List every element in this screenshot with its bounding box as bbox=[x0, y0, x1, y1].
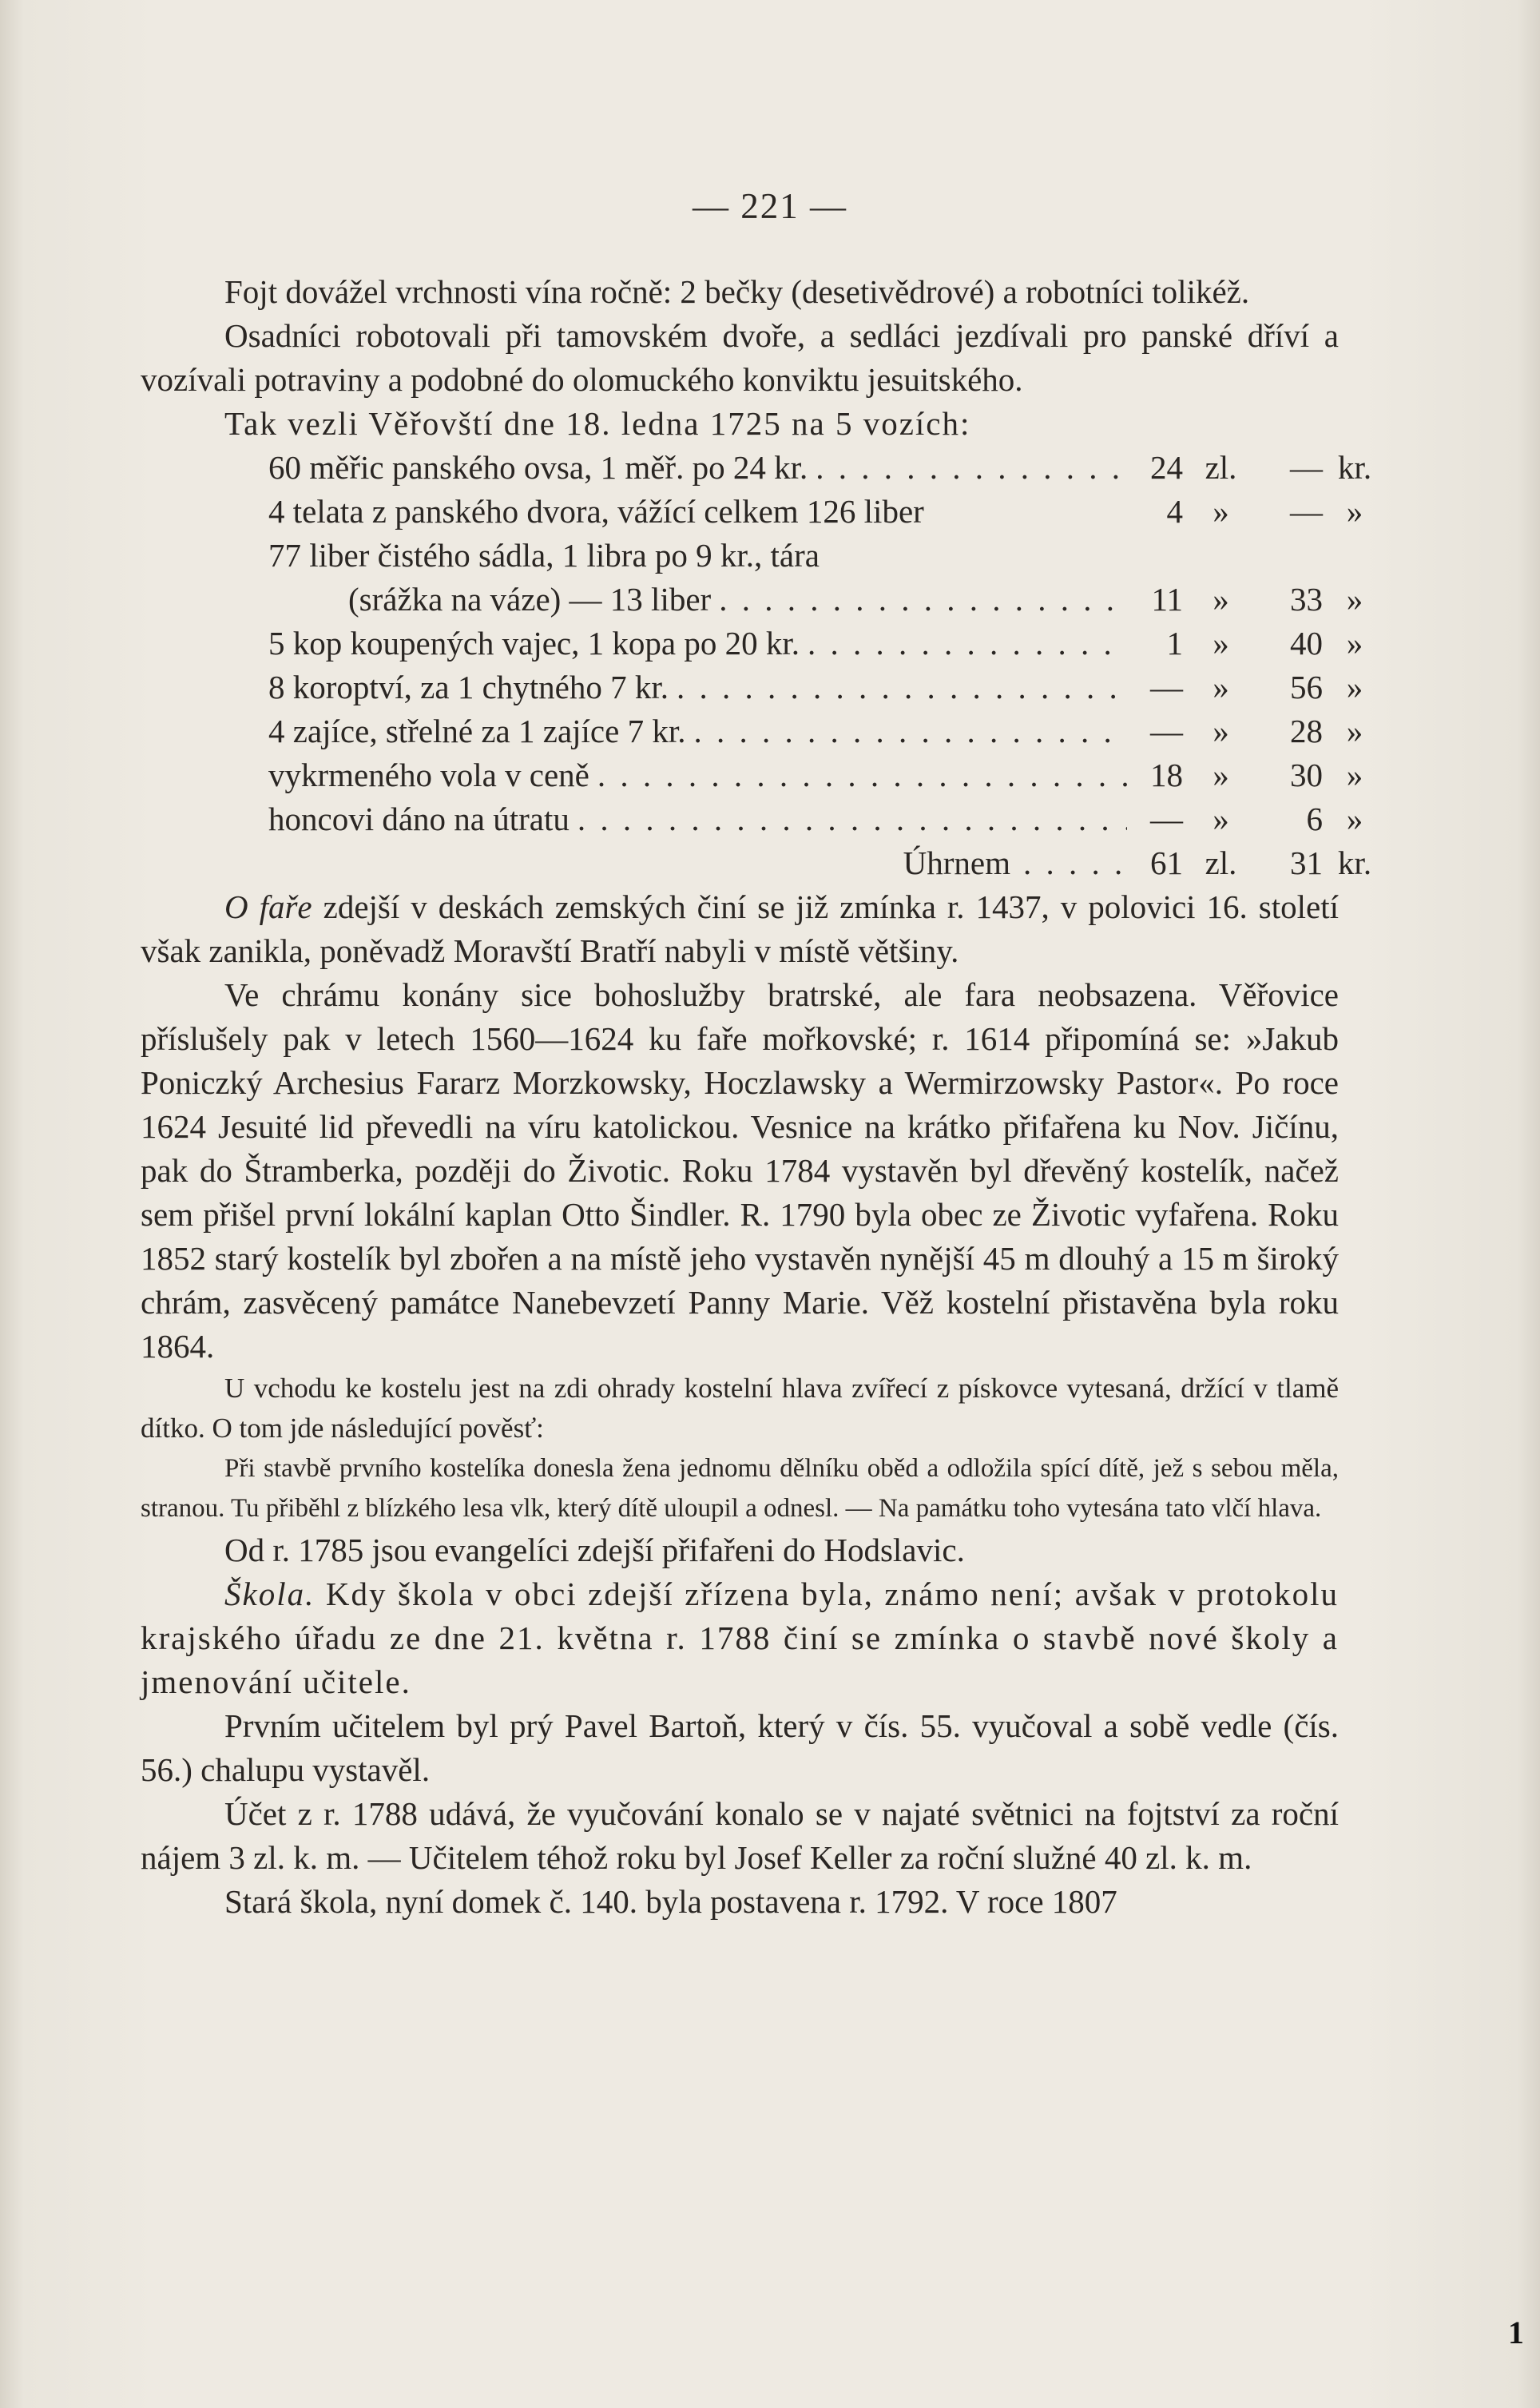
paragraph-povest: Při stavbě prvního kostelíka donesla žena jednomu dělníku oběd a odložila spící dítě, jež s sebou měla, stranou. Tu přiběhl z blízkého lesa vlk, který dítě uloupil a odnesl. — Na památku toho vytesána tato vlčí hlava. bbox=[141, 1454, 1339, 1523]
amount-kr: — bbox=[1290, 449, 1323, 486]
amount-zl: 18 bbox=[1150, 757, 1183, 793]
amount-kr: — bbox=[1290, 493, 1323, 530]
amount-kr-unit: » bbox=[1346, 625, 1363, 662]
amount-zl-unit: » bbox=[1213, 493, 1229, 530]
ledger-total-row bbox=[268, 841, 1387, 885]
ledger-amount bbox=[1127, 666, 1387, 709]
paragraph-stara-skola: Stará škola, nyní domek č. 140. byla postavena r. 1792. V roce 1807 bbox=[224, 1883, 1117, 1920]
ledger-desc: 60 měřic panského ovsa, 1 měř. po 24 kr. bbox=[268, 449, 808, 486]
leader-dots bbox=[1015, 841, 1127, 885]
amount-kr-unit: kr. bbox=[1337, 449, 1372, 486]
amount-kr: 40 bbox=[1290, 625, 1323, 662]
ledger-amount bbox=[1127, 622, 1387, 666]
paragraph-vchod: U vchodu ke kostelu jest na zdi ohrady kostelní hlava zvířecí z pískovce vytesaná, držící v tlamě dítko. O tom jde následující pověsť: bbox=[141, 1373, 1339, 1444]
amount-zl-unit: » bbox=[1213, 581, 1229, 618]
leader-dots bbox=[808, 446, 1127, 490]
amount-kr-unit: » bbox=[1346, 581, 1363, 618]
ledger-row bbox=[268, 753, 1387, 797]
amount-kr: 6 bbox=[1306, 801, 1323, 837]
fara-text: zdejší v deskách zemských činí se již zmínka r. 1437, v polovici 16. století však zanikla, poněvadž Moravští Bratří nabyli v místě většiny. bbox=[141, 888, 1339, 969]
amount-zl-unit: zl. bbox=[1205, 449, 1237, 486]
paragraph-osadnici: Osadníci robotovali při tamovském dvoře, a sedláci jezdívali pro panské dříví a vozívali potraviny a podobné do olomuckého konviktu jesuitského. bbox=[141, 317, 1339, 398]
delivery-ledger bbox=[268, 446, 1387, 885]
amount-kr-unit: » bbox=[1346, 669, 1363, 705]
total-zl: 61 bbox=[1150, 844, 1183, 881]
ledger-amount bbox=[1127, 709, 1387, 753]
ledger-row bbox=[268, 446, 1387, 490]
ledger-amount bbox=[1127, 797, 1387, 841]
ledger-row bbox=[268, 622, 1387, 666]
paragraph-skola bbox=[141, 1572, 1339, 1704]
ledger-row bbox=[268, 797, 1387, 841]
ledger-desc: 77 liber čistého sádla, 1 libra po 9 kr., tára bbox=[268, 537, 820, 574]
fara-heading: O faře bbox=[224, 888, 312, 925]
amount-kr: 30 bbox=[1290, 757, 1323, 793]
skola-heading: Škola. bbox=[224, 1576, 316, 1612]
skola-text: Kdy škola v obci zdejší zřízena byla, známo není; avšak v protokolu krajského úřadu ze dne 21. května r. 1788 činí se zmínka o stavbě nové školy a jmenování učitele. bbox=[141, 1576, 1339, 1700]
amount-zl: — bbox=[1150, 713, 1183, 749]
leader-dots bbox=[589, 753, 1127, 797]
amount-zl: 11 bbox=[1151, 581, 1183, 618]
amount-zl: 24 bbox=[1150, 449, 1183, 486]
amount-kr-unit: » bbox=[1346, 713, 1363, 749]
amount-zl: 1 bbox=[1166, 625, 1183, 662]
paragraph-ucitel: Prvním učitelem byl prý Pavel Bartoň, který v čís. 55. vyučoval a sobě vedle (čís. 56.) chalupu vystavěl. bbox=[141, 1707, 1339, 1788]
ledger-amount bbox=[1127, 578, 1387, 622]
paragraph-ucet: Účet z r. 1788 udává, že vyučování konalo se v najaté světnici na fojtství za roční nájem 3 zl. k. m. — Učitelem téhož roku byl Josef Keller za roční služné 40 zl. k. m. bbox=[141, 1795, 1339, 1876]
amount-kr: 33 bbox=[1290, 581, 1323, 618]
amount-kr: 28 bbox=[1290, 713, 1323, 749]
amount-zl-unit: » bbox=[1213, 625, 1229, 662]
leader-dots bbox=[800, 622, 1127, 666]
leader-dots bbox=[685, 709, 1127, 753]
ledger-row bbox=[268, 709, 1387, 753]
amount-kr-unit: » bbox=[1346, 757, 1363, 793]
amount-zl-unit: » bbox=[1213, 713, 1229, 749]
amount-kr: 56 bbox=[1290, 669, 1323, 705]
amount-zl: — bbox=[1150, 801, 1183, 837]
total-label: Úhrnem bbox=[903, 844, 1010, 881]
ledger-desc: 5 kop koupených vajec, 1 kopa po 20 kr. bbox=[268, 625, 800, 662]
page-body bbox=[141, 270, 1372, 1924]
paragraph-chram: Ve chrámu konány sice bohoslužby bratrské, ale fara neobsazena. Věřovice příslušely pak v letech 1560—1624 ku faře mořkovské; r. 1614 připomíná se: »Jakub Poniczký Archesius Fararz Morzkowsky, Hoczlawsky a Wermirzowsky Pastor«. Po roce 1624 Jesuité lid převedli na víru katolickou. Vesnice na krátko přifařena ku Nov. Jičínu, pak do Štramberka, později do Životic. Roku 1784 vystavěn byl dřevěný kostelík, načež sem přišel první lokální kaplan Otto Šindler. R. 1790 byla obec ze Životic vyfařena. Roku 1852 starý kostelík byl zbořen a na místě jeho vystavěn nynější 45 m dlouhý a 15 m široký chrám, zasvěcený památce Nanebevzetí Panny Marie. Věž kostelní přistavěna byla roku 1864. bbox=[141, 976, 1339, 1365]
ledger-amount bbox=[1127, 490, 1387, 534]
ledger-desc: honcovi dáno na útratu bbox=[268, 801, 570, 837]
corner-mark: 1 bbox=[1508, 2315, 1524, 2350]
leader-dots bbox=[669, 666, 1127, 709]
amount-kr-unit: » bbox=[1346, 801, 1363, 837]
ledger-row bbox=[268, 578, 1387, 622]
amount-zl-unit: » bbox=[1213, 801, 1229, 837]
total-kr-unit: kr. bbox=[1337, 844, 1372, 881]
amount-zl: 4 bbox=[1166, 493, 1183, 530]
amount-zl-unit: » bbox=[1213, 757, 1229, 793]
ledger-desc: (srážka na váze) — 13 liber bbox=[348, 581, 712, 618]
total-kr: 31 bbox=[1290, 844, 1323, 881]
page-number: — 221 — bbox=[693, 186, 847, 226]
ledger-desc: 4 zajíce, střelné za 1 zajíce 7 kr. bbox=[268, 713, 686, 749]
ledger-amount bbox=[1127, 446, 1387, 490]
total-amount bbox=[1127, 841, 1387, 885]
ledger-desc: vykrmeného vola v ceně bbox=[268, 757, 589, 793]
amount-zl-unit: » bbox=[1213, 669, 1229, 705]
ledger-desc: 4 telata z panského dvora, vážící celkem 126 liber bbox=[268, 493, 924, 530]
paragraph-fojt: Fojt dovážel vrchnosti vína ročně: 2 bečky (desetivědrové) a robotníci tolikéž. bbox=[224, 273, 1250, 310]
total-zl-unit: zl. bbox=[1205, 844, 1237, 881]
paragraph-tak-vezli: Tak vezli Věřovští dne 18. ledna 1725 na 5 vozích: bbox=[224, 405, 971, 442]
ledger-row bbox=[268, 490, 1387, 534]
leader-dots bbox=[570, 797, 1127, 841]
paragraph-evangelici: Od r. 1785 jsou evangelíci zdejší přifařeni do Hodslavic. bbox=[224, 1532, 965, 1568]
amount-zl: — bbox=[1150, 669, 1183, 705]
paragraph-fara bbox=[141, 885, 1339, 973]
ledger-amount bbox=[1127, 753, 1387, 797]
amount-kr-unit: » bbox=[1346, 493, 1363, 530]
ledger-row bbox=[268, 666, 1387, 709]
ledger-row bbox=[268, 534, 1387, 578]
leader-dots bbox=[711, 578, 1127, 622]
ledger-desc: 8 koroptví, za 1 chytného 7 kr. bbox=[268, 669, 669, 705]
